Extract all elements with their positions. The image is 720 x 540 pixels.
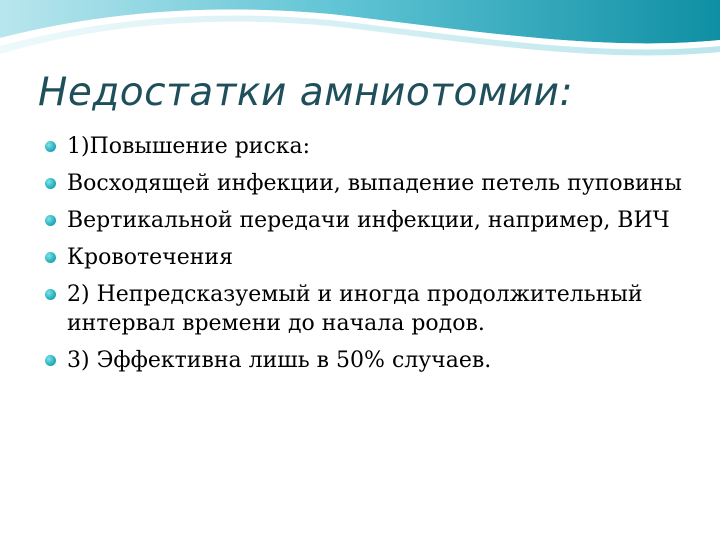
bullet-item (45, 280, 685, 338)
bullet-item (45, 132, 685, 161)
bullet-text: Кровотечения (67, 245, 233, 270)
bullet-text: 2) Непредсказуемый и иногда продолжительный интервал времени до начала родов. (67, 282, 643, 336)
circle-bullet-icon (45, 141, 56, 152)
bullet-item (45, 206, 685, 235)
circle-bullet-icon (45, 252, 56, 263)
circle-bullet-icon (45, 289, 56, 300)
bullet-item (45, 243, 685, 272)
bullet-list (45, 132, 685, 383)
circle-bullet-icon (45, 215, 56, 226)
bullet-item (45, 346, 685, 375)
wave-decoration (0, 0, 720, 80)
circle-bullet-icon (45, 355, 56, 366)
bullet-text: Вертикальной передачи инфекции, например, ВИЧ (67, 208, 670, 233)
bullet-text: Восходящей инфекции, выпадение петель пуповины (67, 171, 682, 196)
bullet-item (45, 169, 685, 198)
bullet-text: 1)Повышение риска: (67, 134, 311, 159)
bullet-text: 3) Эффективна лишь в 50% случаев. (67, 348, 492, 373)
slide-title: Недостатки амниотомии: (38, 70, 574, 115)
circle-bullet-icon (45, 178, 56, 189)
